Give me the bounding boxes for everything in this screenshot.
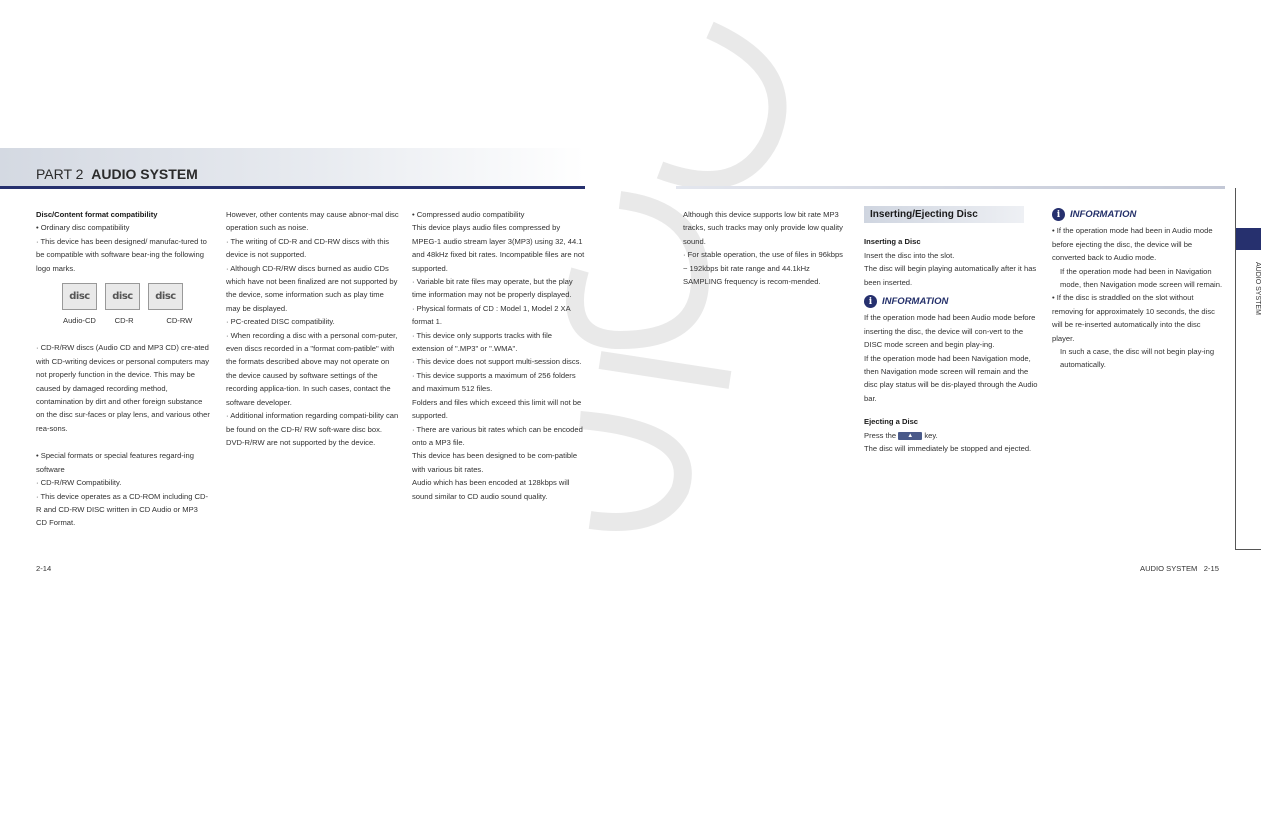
disc-logos (62, 283, 210, 310)
para-exceed: Folders and files which exceed this limit will not be supported. (412, 397, 582, 421)
para-logo-marks: · This device has been designed/ manufac-tured to be compatible with software bear-ing the following logo marks. (36, 236, 207, 273)
para-insert: Insert the disc into the slot. (864, 250, 955, 260)
side-tab-bottom (1235, 549, 1261, 550)
column-5 (864, 206, 1038, 456)
para-recording: · When recording a disc with a personal com-puter, even discs recorded in a "format com-patible" with the formats described above may not operate on the device caused by software settings of the recording applica-tion. In such cases, contact the software developer. (226, 330, 398, 407)
para-press-eject (864, 429, 1038, 442)
para-additional: · Additional information regarding compati-bility can be found on the CD-R/ RW soft-ware disc box. (226, 411, 399, 434)
logo-label: Audio-CD (63, 316, 96, 326)
para-pc-created: · PC-created DISC compatibility. (226, 317, 335, 327)
para-extension: · This device only supports tracks with file extension of ".MP3" or ".WMA". (412, 330, 552, 354)
column-2 (226, 208, 400, 449)
part-title: AUDIO SYSTEM (91, 166, 198, 182)
para-compatible: This device has been designed to be com-patible with various bit rates. (412, 451, 578, 474)
information-heading (1052, 208, 1225, 221)
para-max-folders: · This device supports a maximum of 256 folders and maximum 512 files. (412, 370, 576, 394)
para-vbr: · Variable bit rate files may operate, but the play time information may not be properly displayed. (412, 277, 573, 300)
side-tab-label: AUDIO SYSTEM (1254, 262, 1261, 315)
bullet-compressed: • Compressed audio compatibility (412, 210, 525, 219)
para-begin-playing: The disc will begin playing automatically after it has been inserted. (864, 264, 1037, 287)
information-heading (864, 295, 1038, 308)
column-6 (1052, 208, 1225, 372)
bullet-straddled: • If the disc is straddled on the slot without removing for approximately 10 seconds, the disc will be re-inserted automatically into the disc player. (1052, 293, 1215, 343)
logo-labels (63, 314, 210, 327)
eject-key-icon: ▲ (898, 432, 922, 440)
para-ejected: The disc will immediately be stopped and ejected. (864, 444, 1032, 454)
cd-r-logo-icon: disc (105, 283, 140, 310)
information-title: INFORMATION (882, 296, 949, 308)
side-tab-marker (1236, 228, 1261, 250)
info-circle-icon: i (1052, 208, 1065, 221)
para-cdrw-compat: · CD-R/RW Compatibility. (36, 478, 122, 488)
para-128kbps: Audio which has been encoded at 128kbps will sound similar to CD audio sound quality. (412, 478, 570, 501)
bullet-eject-audio: • If the operation mode had been in Audio mode before ejecting the disc, the device will be converted back to Audio mode. (1052, 226, 1213, 263)
para-mpeg: This device plays audio files compressed by MPEG-1 audio stream layer 3(MP3) using 32, 44.1 and 48kHz fixed bit rates. Incompatible files are not supported. (412, 223, 585, 273)
header-rule-right (676, 186, 1225, 189)
key-text: key. (924, 430, 938, 440)
para-bitrates: · There are various bit rates which can be encoded onto a MP3 file. (412, 424, 583, 447)
press-the-text: Press the (864, 430, 897, 440)
information-title: INFORMATION (1070, 209, 1137, 220)
para-stable-operation: · For stable operation, the use of files in 96kbps ~ 192kbps bit rate range and 44.1kHz SAMPLING frequency is recom-mended. (683, 250, 843, 287)
para-low-bitrate: Although this device supports low bit rate MP3 tracks, such tracks may only provide low quality sound. (683, 210, 843, 246)
info-circle-icon: i (864, 295, 877, 308)
para-eject-navigation: If the operation mode had been in Navigation mode, then Navigation mode screen will remain. (1060, 266, 1223, 290)
page-title (36, 166, 198, 182)
cd-rw-logo-icon: disc (148, 283, 183, 310)
logo-label: CD-RW (166, 316, 193, 326)
page-number-left: 2-14 (36, 564, 52, 573)
para-writing: · The writing of CD-R and CD-RW discs with this device is not supported. (226, 236, 390, 260)
bullet-ordinary-disc: • Ordinary disc compatibility (36, 223, 130, 233)
para-physical: · Physical formats of CD : Model 1, Model 2 XA format 1. (412, 303, 571, 327)
para-dvd: DVD-R/RW are not supported by the device. (226, 437, 376, 447)
para-cdrw-discs: · CD-R/RW discs (Audio CD and MP3 CD) cre-ated with CD-writing devices or personal computers may not properly function in the device. This may be caused by damaged recording method, contamination by dirt and other foreign substance on the disc sur-faces or play lens, and various other rea-sons. (36, 343, 210, 433)
part-label: PART 2 (36, 166, 84, 182)
heading-ejecting: Ejecting a Disc (864, 417, 919, 427)
para-abnormal: However, other contents may cause abnor-mal disc operation such as noise. (226, 210, 399, 233)
heading-disc-compat: Disc/Content format compatibility (36, 210, 158, 219)
header-rule-left (0, 186, 585, 189)
para-not-finalized: · Although CD-R/RW discs burned as audio CDs which have not been finalized are not supported by the device, some information such as play time may be displayed. (226, 263, 398, 313)
section-title: Inserting/Ejecting Disc (864, 206, 1024, 223)
para-not-begin: In such a case, the disc will not begin play-ing automatically. (1060, 347, 1215, 370)
heading-inserting: Inserting a Disc (864, 237, 921, 247)
page-number-right: AUDIO SYSTEM 2-15 (1140, 564, 1219, 573)
para-cdrom: · This device operates as a CD-ROM including CD-R and CD-RW DISC written in CD Audio or MP3 CD Format. (36, 491, 209, 528)
para-multisession: · This device does not support multi-session discs. (412, 357, 582, 367)
column-3 (412, 208, 586, 503)
column-1 (36, 208, 210, 530)
bullet-special-formats: • Special formats or special features regard-ing software (36, 451, 194, 474)
logo-label: CD-R (114, 316, 134, 326)
para-info-audio-mode: If the operation mode had been Audio mode before inserting the disc, the device will con-vert to the DISC mode screen and begin play-ing. (864, 313, 1036, 350)
column-4 (683, 208, 849, 288)
audio-cd-logo-icon: disc (62, 283, 97, 310)
para-info-navigation: If the operation mode had been Navigation mode, then Navigation mode screen will remain and the disc play status will be dis-played through the Audio bar. (864, 353, 1038, 403)
